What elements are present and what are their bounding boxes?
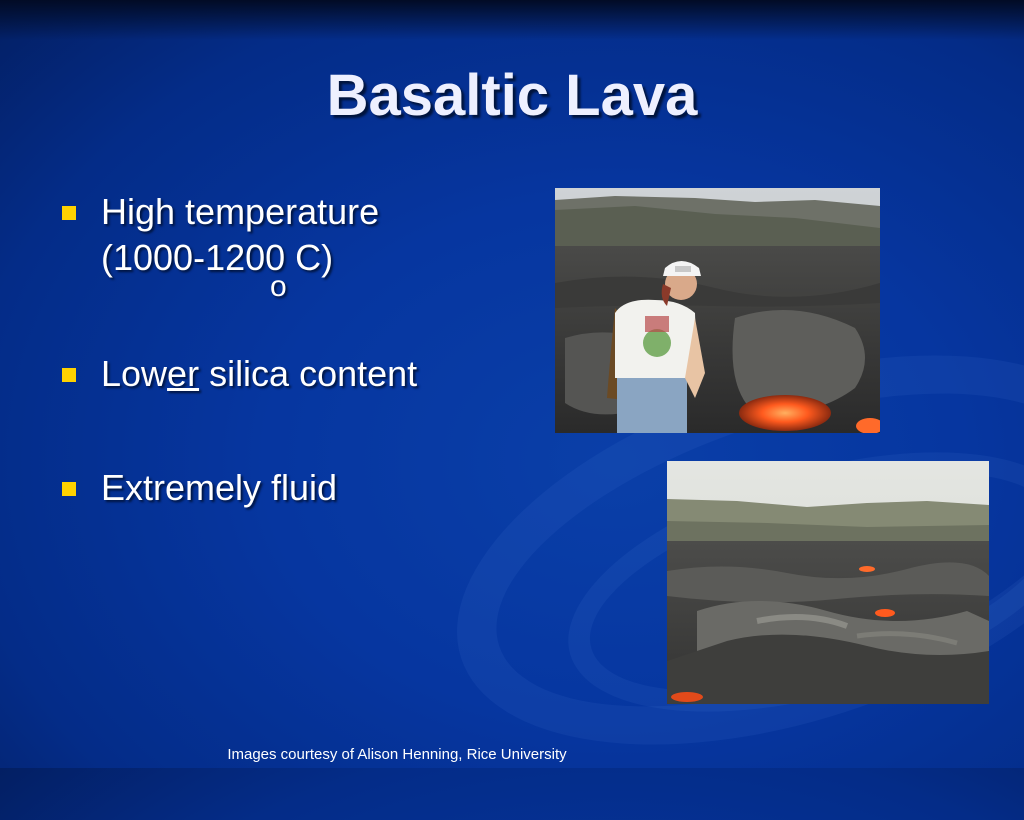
image-credit-caption: Images courtesy of Alison Henning, Rice University [227,746,567,763]
bullet-text-suffix: silica content [199,353,418,394]
slide-title: Basaltic Lava [326,63,698,128]
top-shade [0,0,1024,40]
bullet-text-line2: (1000-1200 C) [101,237,334,278]
photo-lava-svg [667,461,989,704]
bullet-text-prefix: Low [101,353,168,394]
photo-woman-svg [555,188,880,433]
bullet-marker [62,482,76,496]
bullet-text-line1: High temperature [101,191,380,232]
photo-lava-flow-field [667,461,989,704]
degree-symbol: o [270,270,287,303]
bullet-text: Extremely fluid [101,467,338,508]
photo-woman-on-lava-field [555,188,880,433]
bullet-text-underlined: er [167,353,200,394]
bullet-marker [62,368,76,382]
bullet-marker [62,206,76,220]
bullet-text [101,350,417,397]
